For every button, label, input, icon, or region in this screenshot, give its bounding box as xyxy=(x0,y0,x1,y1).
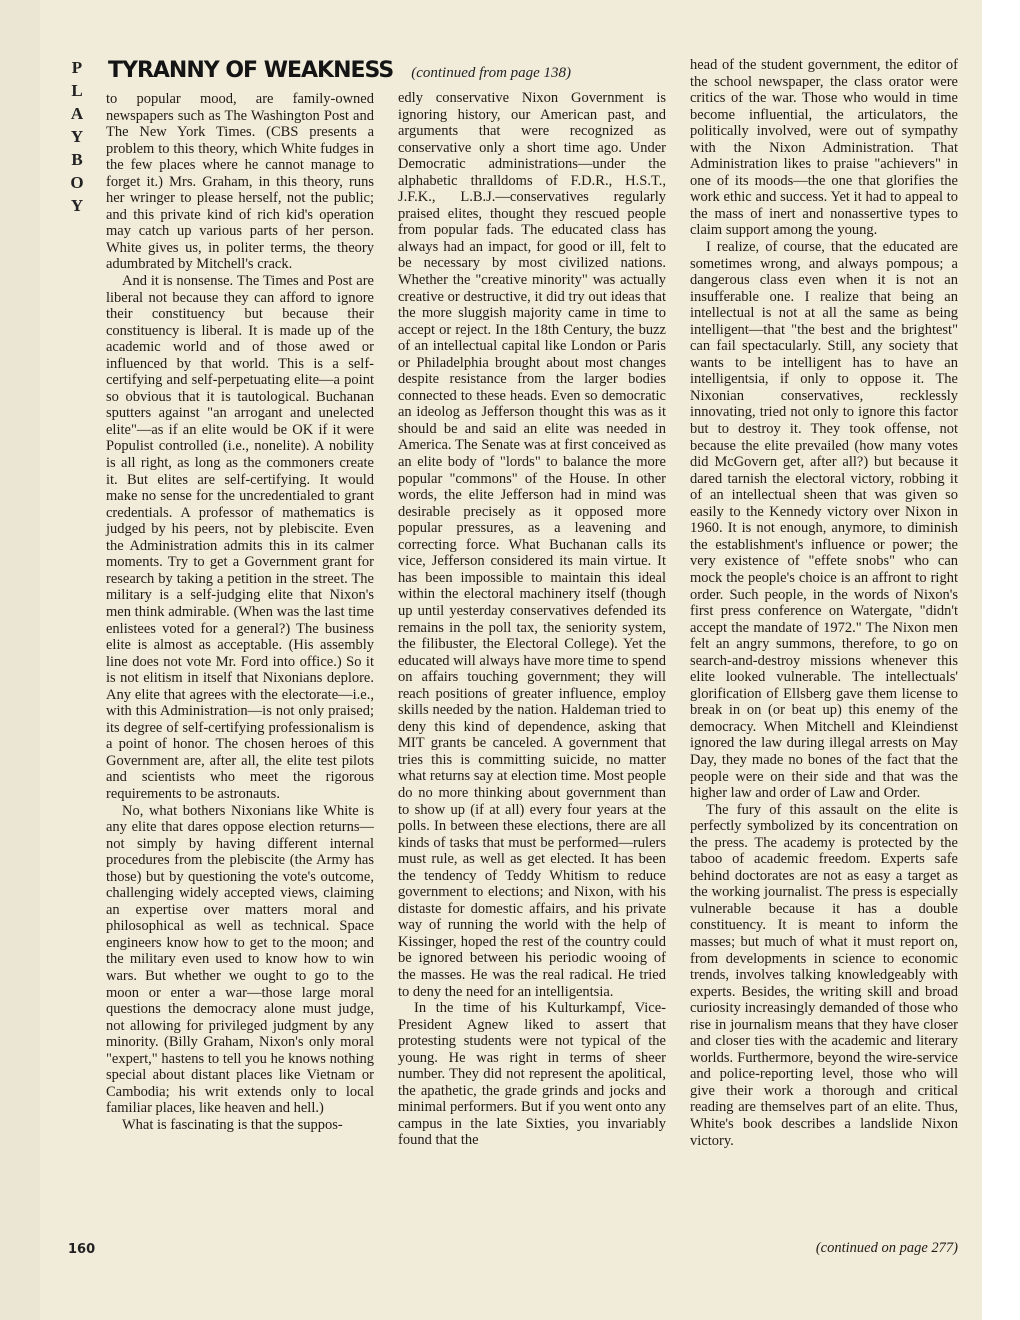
text-column-3 xyxy=(690,57,958,1149)
page-number: 160 xyxy=(68,1242,96,1257)
paragraph: head of the student government, the editor of the school newspaper, the class orator were critics of the war. Those who would in time become influential, the articulators, the politically involved, were out of sympathy with the Nixon Administration. That Administration likes to praise "achievers" in one of its moods—the one that glorifies the work ethic and success. Yet it had to appeal to the mass of inert and nonassertive types to claim support among the young. xyxy=(690,57,958,239)
paragraph: In the time of his Kulturkampf, Vice-President Agnew liked to assert that protesting students were not typical of the young. He was right in terms of sheer number. They did not represent the apolitical, the apathetic, the grade grinds and jocks and minimal performers. But if you went onto any campus in the late Sixties, you invariably found that the xyxy=(398,1000,666,1149)
paragraph: And it is nonsense. The Times and Post are liberal not because they can afford to ignore their constituency but because their constituency is liberal. It is made up of the academic world and of those awed or influenced by that world. This is a self-certifying and self-perpetuating elite—a point so obvious that it is tautological. Buchanan sputters against "an arrogant and unelected elite"—as if an elite would be OK if it were Populist controlled (i.e., nonelite). A nobility is all right, as long as the commoners create it. But elites are self-certifying. It would make no sense for the uncredentialed to grant credentials. A professor of mathematics is judged by his peers, not by plebiscite. Even the Administration admits this in its calmer moments. Try to get a Government grant for research by taking a petition in the street. The military is a self-judging elite that Nixon's men think admirable. (When was the last time enlistees voted for a general?) The business elite is almost as acceptable. (His assembly line does not vote Mr. Ford into office.) So it is not elitism in itself that Nixonians deplore. Any elite that agrees with the electorate—i.e., with this Administration—is not only praised; its degree of self-certifying professionalism is a point of honor. The chosen heroes of this Government are, after all, the elite test pilots and scientists who meet the rigorous requirements to be astronauts. xyxy=(106,273,374,802)
masthead-letter: B xyxy=(71,150,83,169)
text-column-1 xyxy=(106,91,374,1133)
paragraph: What is fascinating is that the suppos- xyxy=(122,1116,343,1133)
scan-margin-right xyxy=(982,0,1020,1320)
article-heading xyxy=(108,58,668,83)
scan-margin-left xyxy=(0,0,40,1320)
masthead-letter: O xyxy=(70,173,84,192)
paragraph: edly conservative Nixon Government is ignoring history, our American past, and arguments that were recognized as conservative only a short time ago. Under Democratic administrations—under the alphabetic thralldoms of F.D.R., H.S.T., J.F.K., L.B.J.—conservatives regularly praised elites, thought they rescued people from popular fads. The educated class has always had an impact, for good or ill, felt to be necessary by most civilized nations. Whether the "creative minority" was actually creative or destructive, it did try out ideas that the more sluggish majority came in time to accept or reject. In the 18th Century, the buzz of an intellectual capital like London or Paris or Philadelphia brought about most changes despite resistance from the larger bodies connected to these heads. Even so democratic an ideolog as Jefferson thought this was as it should be and said an elite was needed in America. The Senate was at first conceived as an elite body of "lords" to balance the more popular "commons" of the House. In other words, the elite Jefferson had in mind was desirable precisely as it opposed more popular pressures, as a leavening and correcting force. What Buchanan calls its vice, Jefferson considered its main virtue. It has been impossible to maintain this ideal within the electoral machinery itself (though up until yesterday conservatives defended its remains in the poll tax, the seniority system, the filibuster, the Electoral College). Yet the educated will always have more time to spend on affairs touching government; they will reach positions of greater influence, employ skills needed by the nation. Haldeman tried to deny this kind of dependence, asking that MIT grants be canceled. A government that tries this is committing suicide, no matter what returns say at election time. Most people do no more thinking about government than to show up (if at all) every four years at the polls. In between these elections, there are all kinds of tasks that must be performed—rulers must rule, as well as get elected. It has been the tendency of Teddy Whitism to reduce government to elections; and Nixon, with his distaste for domestic affairs, and his private way of running the world with the help of Kissinger, hoped the rest of the country could be ignored between his periodic wooing of the masses. He was the real radical. He tried to deny the need for an intelligentsia. xyxy=(398,90,666,1000)
paragraph: to popular mood, are family-owned newspapers such as The Washington Post and The New York Times. (CBS presents a problem to this theory, which White fudges in the few places where he cannot manage to forget it.) Mrs. Graham, in this theory, runs her wringer to please herself, not the public; and this private kind of rich kid's operation may catch up various parts of her person. White gives us, in politer terms, the theory adumbrated by Mitchell's crack. xyxy=(106,91,374,273)
continued-from-note: (continued from page 138) xyxy=(411,65,572,81)
masthead-letter: Y xyxy=(70,127,84,146)
masthead-letter: L xyxy=(71,81,83,100)
paragraph: The fury of this assault on the elite is perfectly symbolized by its concentration on the press. The academy is protected by the taboo of academic freedom. Experts safe behind doctorates are not as easy a target as the working journalist. The press is especially vulnerable because it has a double constituency. It is meant to inform the masses; but much of what it must report on, from developments in science to economic trends, involves talking knowledgeably with experts. Besides, the writing skill and broad curiosity increasingly demanded of those who rise in journalism means that they have closer and closer ties with the academic and literary worlds. Furthermore, beyond the wire-service and police-reporting level, those who will give their work a thorough and critical reading are themselves part of an elite. Thus, White's book describes a landslide Nixon victory. xyxy=(690,801,958,1149)
paragraph: No, what bothers Nixonians like White is any elite that dares oppose election returns—not simply by having different internal procedures from the plebiscite (the Army has those) but by questioning the vote's outcome, challenging widely accepted views, claiming an expertise over matters moral and philosophical as well as technical. Space engineers know how to get to the moon; and the military even used to know how to win wars. But whether we ought to go to the moon or enter a war—those large moral questions the democracy alone must judge, not allowing for privileged judgment by any minority. (Billy Graham, Nixon's only moral "expert," hastens to tell you he knows nothing special about distant places like Vietnam or Cambodia; his writ extends only to local familiar places, like heaven and hell.) xyxy=(106,802,374,1117)
masthead-letter: Y xyxy=(70,196,84,215)
text-column-2 xyxy=(398,90,666,1149)
paragraph: I realize, of course, that the educated are sometimes wrong, and always pompous; a dangerous class even when it is not an insufferable one. I realize that being an intellectual is not at all the same as being intelligent—that "the best and the brightest" can fail spectacularly. Still, any society that wants to be intelligent has to have an intelligentsia, if only to oppose it. The Nixonian conservatives, recklessly innovating, tried not only to ignore this factor but to destroy it. They took offense, not because the elite prevailed (how many votes did McGovern get, after all?) but because it dared tarnish the electoral victory, robbing it of an intellectual sheen that was given so easily to the Kennedy victory over Nixon in 1960. It is not enough, anymore, to diminish the establishment's influence or power; the very existence of "effete snobs" who can mock the people's choice is an affront to right order. Such people, in the words of Nixon's first press conference on Watergate, "didn't accept the mandate of 1972." The Nixon men felt an angry summons, therefore, to go on search-and-destroy missions whenever this elite looked vulnerable. The intellectuals' glorification of Ellsberg gave them license to break in on (or beat up) this enemy of the democracy. When Mitchell and Kleindienst ignored the law during illegal arrests on May Day, they made no bones of the fact that the people were on their side and that was the higher law and order of Law and Order. xyxy=(690,239,958,802)
continued-on-note: (continued on page 277) xyxy=(815,1240,958,1256)
magazine-masthead xyxy=(66,56,88,217)
masthead-letter: P xyxy=(71,58,83,77)
article-title: TYRANNY OF WEAKNESS xyxy=(108,58,394,83)
masthead-letter: A xyxy=(70,104,84,123)
